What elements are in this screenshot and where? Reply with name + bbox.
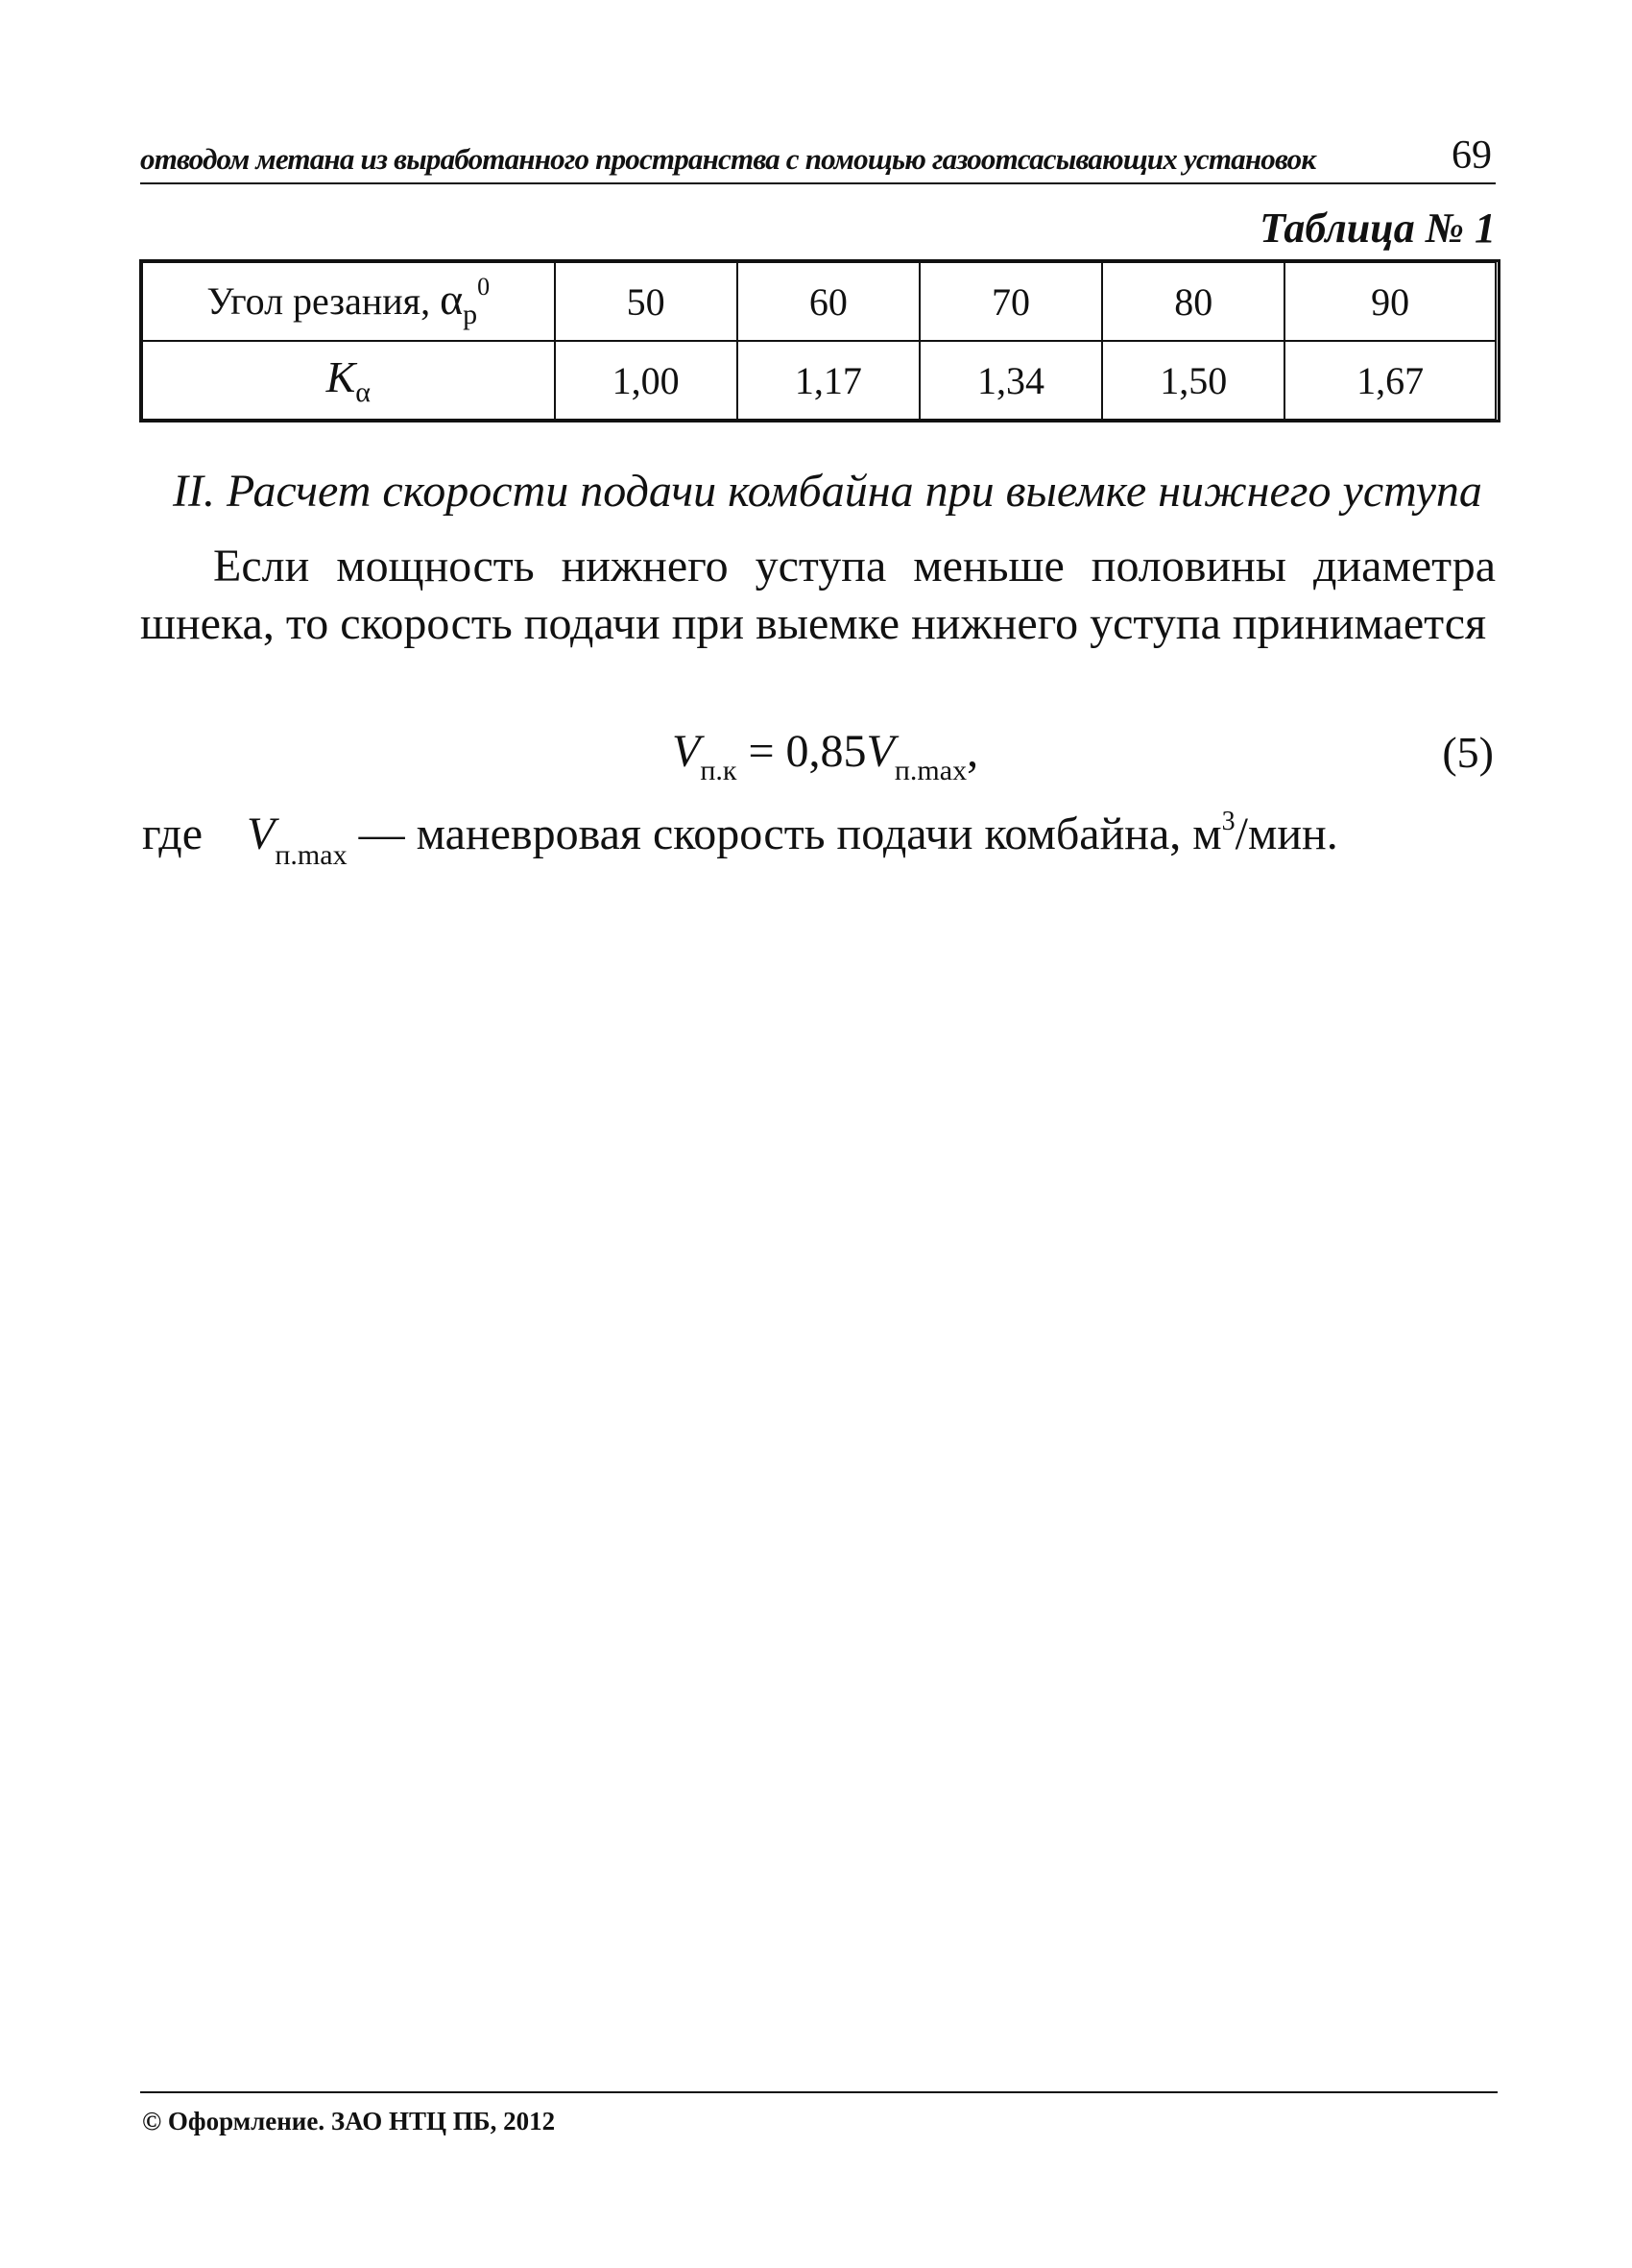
- angle-value: 70: [920, 262, 1102, 341]
- table-caption: Таблица № 1: [1260, 205, 1496, 252]
- coefficient-value: 1,50: [1102, 341, 1284, 420]
- coefficient-value: 1,00: [555, 341, 737, 420]
- section-heading: II. Расчет скорости подачи комбайна при выемке нижнего уступа: [173, 466, 1482, 517]
- degree-superscript: 0: [477, 272, 491, 301]
- where-desc: — маневровая скорость подачи комбайна, м: [347, 808, 1222, 859]
- formula: [672, 725, 978, 787]
- alpha-symbol: α: [440, 274, 464, 324]
- table-row-coefficient: [142, 341, 1496, 420]
- where-sub: п.max: [275, 839, 348, 871]
- unit-superscript: 3: [1221, 807, 1236, 836]
- k-subscript: α: [355, 376, 371, 408]
- body-paragraph: Если мощность нижнего уступа меньше половины диаметра шнека, то скорость подачи при выемке нижнего уступа принимается: [140, 541, 1496, 649]
- where-line: [142, 807, 1338, 872]
- running-head-title: отводом метана из выработанного пространства с помощью газоотсасывающих установок: [140, 142, 1316, 176]
- k-symbol: K: [325, 352, 356, 401]
- coefficient-value: 1,17: [737, 341, 920, 420]
- footer-rule: [140, 2091, 1498, 2093]
- angle-value: 50: [555, 262, 737, 341]
- formula-tail: ,: [967, 726, 979, 777]
- formula-rhs-sub: п.max: [894, 755, 968, 786]
- angle-value: 80: [1102, 262, 1284, 341]
- coefficient-table: [141, 261, 1497, 421]
- formula-rhs-var: V: [866, 726, 895, 777]
- coefficient-value: 1,67: [1284, 341, 1496, 420]
- angle-value: 90: [1284, 262, 1496, 341]
- table-row-cutting-angle: [142, 262, 1496, 341]
- footer-copyright: © Оформление. ЗАО НТЦ ПБ, 2012: [142, 2107, 556, 2135]
- where-var: V: [247, 808, 276, 859]
- running-head: [140, 133, 1496, 184]
- page-number: 69: [1452, 133, 1492, 178]
- where-word: где: [142, 808, 204, 859]
- unit-tail: /мин.: [1235, 808, 1338, 859]
- cutting-angle-label: Угол резания,: [206, 278, 431, 323]
- coefficient-header: [142, 341, 555, 420]
- formula-lhs-var: V: [672, 726, 701, 777]
- formula-equals-coef: = 0,85: [736, 726, 867, 777]
- formula-number: (5): [1442, 728, 1494, 777]
- alpha-subscript: р: [463, 298, 478, 330]
- coefficient-value: 1,34: [920, 341, 1102, 420]
- formula-lhs-sub: п.к: [700, 755, 737, 786]
- cutting-angle-header: [142, 262, 555, 341]
- angle-value: 60: [737, 262, 920, 341]
